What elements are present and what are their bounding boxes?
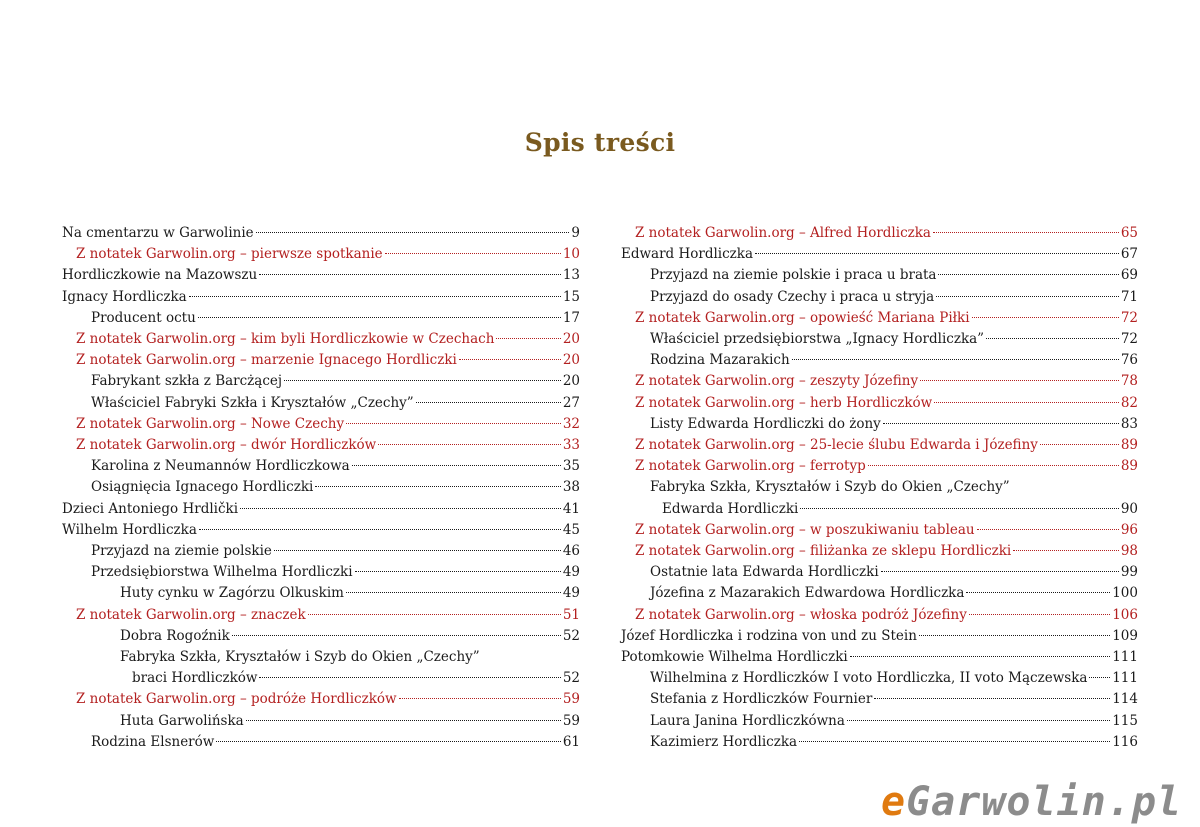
dot-leader bbox=[847, 720, 1110, 721]
toc-entry-title: Rodzina Mazarakich bbox=[650, 352, 790, 369]
dot-leader bbox=[246, 720, 561, 721]
dot-leader bbox=[972, 317, 1119, 318]
toc-entry[interactable] bbox=[621, 732, 1138, 753]
toc-entry[interactable] bbox=[621, 711, 1138, 732]
toc-entry-page: 9 bbox=[571, 225, 580, 241]
toc-entry-title: braci Hordliczków bbox=[132, 670, 258, 687]
toc-entry[interactable] bbox=[621, 308, 1138, 329]
toc-entry-page: 78 bbox=[1120, 373, 1138, 390]
dot-leader bbox=[936, 296, 1119, 297]
toc-entry-page: 49 bbox=[562, 564, 580, 581]
toc-entry-page: 33 bbox=[562, 437, 580, 454]
toc-entry[interactable] bbox=[621, 350, 1138, 371]
toc-entry-page: 89 bbox=[1120, 437, 1138, 454]
toc-entry[interactable] bbox=[621, 520, 1138, 541]
dot-leader bbox=[259, 677, 560, 678]
watermark-text: Garwolin.pl bbox=[906, 779, 1182, 825]
toc-entry[interactable] bbox=[62, 732, 580, 753]
toc-left-column bbox=[62, 223, 580, 753]
toc-entry[interactable] bbox=[62, 626, 580, 647]
toc-entry-title: Z notatek Garwolin.org – pierwsze spotkanie bbox=[76, 246, 383, 263]
toc-entry[interactable] bbox=[62, 605, 580, 626]
toc-entry[interactable] bbox=[621, 668, 1138, 689]
toc-entry[interactable] bbox=[621, 435, 1138, 456]
toc-entry-title: Producent octu bbox=[91, 309, 196, 326]
toc-entry[interactable] bbox=[62, 562, 580, 583]
dot-leader bbox=[966, 592, 1110, 593]
toc-entry-page: 96 bbox=[1120, 521, 1138, 538]
dot-leader bbox=[346, 423, 561, 424]
toc-entry-title: Wilhelmina z Hordliczków I voto Hordliczka, II voto Mączewska bbox=[650, 670, 1088, 687]
toc-entry-title: Przyjazd do osady Czechy i praca u stryja bbox=[650, 288, 935, 305]
toc-entry-title: Przyjazd na ziemie polskie i praca u brata bbox=[650, 267, 937, 284]
toc-entry-title: Właściciel Fabryki Szkła i Kryształów „Czechy” bbox=[91, 394, 414, 411]
toc-entry-title: Z notatek Garwolin.org – filiżanka ze sklepu Hordliczki bbox=[635, 543, 1012, 560]
dot-leader bbox=[934, 402, 1119, 403]
toc-entry-title: Laura Janina Hordliczkówna bbox=[650, 712, 845, 729]
dot-leader bbox=[1040, 444, 1119, 445]
toc-entry-title: Przedsiębiorstwa Wilhelma Hordliczki bbox=[91, 564, 353, 581]
toc-entry-title: Z notatek Garwolin.org – opowieść Mariana Piłki bbox=[635, 309, 970, 326]
toc-entry-page: 49 bbox=[562, 585, 580, 602]
toc-entry-title: Fabrykant szkła z Barcżącej bbox=[91, 373, 283, 390]
dot-leader bbox=[883, 423, 1119, 424]
toc-entry[interactable] bbox=[621, 456, 1138, 477]
dot-leader bbox=[986, 338, 1119, 339]
dot-leader bbox=[792, 359, 1119, 360]
toc-entry-title: Karolina z Neumannów Hordliczkowa bbox=[91, 458, 350, 475]
toc-entry-title: Osiągnięcia Ignacego Hordliczki bbox=[91, 479, 314, 496]
toc-entry-page: 15 bbox=[562, 288, 580, 305]
dot-leader bbox=[933, 232, 1119, 233]
toc-entry-title: Kazimierz Hordliczka bbox=[650, 733, 798, 750]
toc-entry[interactable] bbox=[62, 393, 580, 414]
toc-entry-title: Stefania z Hordliczków Fournier bbox=[650, 691, 873, 708]
toc-entry-page: 106 bbox=[1112, 606, 1138, 623]
toc-entry-page: 82 bbox=[1120, 394, 1138, 411]
toc-entry-page: 111 bbox=[1112, 670, 1138, 687]
dot-leader bbox=[216, 741, 560, 742]
toc-entry-page: 98 bbox=[1120, 543, 1138, 560]
toc-entry-page: 100 bbox=[1112, 585, 1138, 602]
toc-entry[interactable] bbox=[621, 626, 1138, 647]
toc-entry-page: 90 bbox=[1120, 500, 1138, 517]
dot-leader bbox=[416, 402, 561, 403]
toc-entry-page: 89 bbox=[1120, 458, 1138, 475]
dot-leader bbox=[868, 465, 1119, 466]
dot-leader bbox=[346, 592, 561, 593]
toc-entry[interactable] bbox=[62, 308, 580, 329]
toc-entry-page: 67 bbox=[1120, 246, 1138, 263]
dot-leader bbox=[920, 380, 1119, 381]
toc-entry[interactable] bbox=[62, 371, 580, 392]
dot-leader bbox=[938, 274, 1118, 275]
toc-entry-title: Z notatek Garwolin.org – podróże Hordliczków bbox=[76, 691, 397, 708]
toc-entry-page: 46 bbox=[562, 543, 580, 560]
toc-entry[interactable] bbox=[621, 329, 1138, 350]
toc-entry-title: Potomkowie Wilhelma Hordliczki bbox=[621, 649, 848, 666]
toc-entry[interactable] bbox=[62, 350, 580, 371]
dot-leader bbox=[919, 635, 1110, 636]
toc-entry[interactable] bbox=[62, 647, 580, 689]
toc-entry-title: Hordliczkowie na Mazowszu bbox=[62, 267, 258, 284]
dot-leader bbox=[385, 253, 561, 254]
toc-entry-title: Edwarda Hordliczki bbox=[662, 500, 799, 517]
dot-leader bbox=[1089, 677, 1110, 678]
dot-leader bbox=[189, 296, 561, 297]
dot-leader bbox=[1013, 550, 1119, 551]
toc-entry[interactable] bbox=[62, 265, 580, 286]
toc-entry-page: 13 bbox=[562, 267, 580, 284]
toc-entry-title-line1: Fabryka Szkła, Kryształów i Szyb do Okien „Czechy” bbox=[120, 649, 480, 666]
dot-leader bbox=[198, 317, 561, 318]
toc-entry-page: 69 bbox=[1120, 267, 1138, 284]
dot-leader bbox=[969, 614, 1110, 615]
dot-leader bbox=[799, 741, 1110, 742]
toc-entry-page: 45 bbox=[562, 521, 580, 538]
toc-entry[interactable] bbox=[62, 329, 580, 350]
toc-entry[interactable] bbox=[621, 605, 1138, 626]
toc-entry-title: Z notatek Garwolin.org – znaczek bbox=[76, 606, 306, 623]
toc-entry-title: Edward Hordliczka bbox=[621, 246, 754, 263]
toc-entry-title: Dzieci Antoniego Hrdlički bbox=[62, 500, 239, 517]
toc-entry-page: 111 bbox=[1112, 649, 1138, 666]
toc-entry-page: 72 bbox=[1120, 309, 1138, 326]
toc-entry[interactable] bbox=[621, 647, 1138, 668]
dot-leader bbox=[850, 656, 1111, 657]
toc-entry[interactable] bbox=[621, 244, 1138, 265]
dot-leader bbox=[977, 529, 1119, 530]
toc-entry-page: 32 bbox=[562, 415, 580, 432]
toc-entry[interactable] bbox=[621, 583, 1138, 604]
toc-entry[interactable] bbox=[621, 414, 1138, 435]
toc-entry-page: 17 bbox=[562, 309, 580, 326]
toc-entry[interactable] bbox=[62, 499, 580, 520]
toc-entry-page: 114 bbox=[1112, 691, 1138, 708]
toc-entry-page: 99 bbox=[1120, 564, 1138, 581]
toc-entry-title: Ostatnie lata Edwarda Hordliczki bbox=[650, 564, 879, 581]
toc-entry-title: Z notatek Garwolin.org – marzenie Ignacego Hordliczki bbox=[76, 352, 457, 369]
toc-entry-page: 38 bbox=[562, 479, 580, 496]
dot-leader bbox=[755, 253, 1119, 254]
toc-entry-title: Na cmentarzu w Garwolinie bbox=[62, 225, 254, 241]
toc-entry-title: Z notatek Garwolin.org – włoska podróż Józefiny bbox=[635, 606, 967, 623]
dot-leader bbox=[378, 444, 561, 445]
toc-entry-title: Właściciel przedsiębiorstwa „Ignacy Hordliczka” bbox=[650, 331, 985, 348]
toc-entry[interactable] bbox=[621, 689, 1138, 710]
toc-entry[interactable] bbox=[62, 583, 580, 604]
toc-entry[interactable] bbox=[62, 541, 580, 562]
dot-leader bbox=[399, 698, 561, 699]
toc-entry-title: Huta Garwolińska bbox=[120, 712, 244, 729]
toc-entry-title-line1: Fabryka Szkła, Kryształów i Szyb do Okien „Czechy” bbox=[650, 479, 1010, 496]
toc-entry-page: 76 bbox=[1120, 352, 1138, 369]
dot-leader bbox=[496, 338, 560, 339]
dot-leader bbox=[459, 359, 561, 360]
toc-entry-page: 41 bbox=[562, 500, 580, 517]
toc-entry-page: 51 bbox=[562, 606, 580, 623]
toc-entry[interactable] bbox=[621, 223, 1138, 244]
toc-entry[interactable] bbox=[621, 287, 1138, 308]
dot-leader bbox=[308, 614, 561, 615]
dot-leader bbox=[315, 486, 560, 487]
toc-entry[interactable] bbox=[62, 414, 580, 435]
dot-leader bbox=[240, 508, 561, 509]
toc-entry-title: Przyjazd na ziemie polskie bbox=[91, 543, 272, 560]
dot-leader bbox=[274, 550, 561, 551]
toc-entry-title: Józef Hordliczka i rodzina von und zu Stein bbox=[621, 627, 917, 644]
toc-entry-page: 59 bbox=[562, 691, 580, 708]
toc-entry-page: 10 bbox=[562, 246, 580, 263]
toc-entry[interactable] bbox=[62, 287, 580, 308]
toc-entry[interactable] bbox=[621, 393, 1138, 414]
watermark-prefix: e bbox=[881, 779, 907, 825]
toc-entry-page: 116 bbox=[1112, 733, 1138, 750]
toc-entry-page: 20 bbox=[562, 331, 580, 348]
dot-leader bbox=[256, 232, 570, 233]
toc-entry-title: Listy Edwarda Hordliczki do żony bbox=[650, 415, 881, 432]
toc-entry-page: 71 bbox=[1120, 288, 1138, 305]
dot-leader bbox=[199, 529, 561, 530]
toc-entry-title: Rodzina Elsnerów bbox=[91, 733, 215, 750]
toc-entry-title: Z notatek Garwolin.org – dwór Hordliczków bbox=[76, 437, 377, 454]
toc-entry[interactable] bbox=[62, 435, 580, 456]
toc-entry-page: 115 bbox=[1112, 712, 1138, 729]
toc-entry-title: Z notatek Garwolin.org – kim byli Hordliczkowie w Czechach bbox=[76, 331, 495, 348]
toc-entry-page: 20 bbox=[562, 352, 580, 369]
toc-right-column bbox=[621, 223, 1138, 753]
toc-entry[interactable] bbox=[62, 477, 580, 498]
page-title: Spis treści bbox=[524, 128, 676, 157]
toc-entry-title: Z notatek Garwolin.org – 25-lecie ślubu Edwarda i Józefiny bbox=[635, 437, 1038, 454]
toc-entry-title: Z notatek Garwolin.org – zeszyty Józefiny bbox=[635, 373, 919, 390]
toc-entry-page: 83 bbox=[1120, 415, 1138, 432]
toc-entry-title: Z notatek Garwolin.org – Alfred Hordliczka bbox=[635, 225, 931, 241]
toc-entry[interactable] bbox=[62, 456, 580, 477]
toc-entry[interactable] bbox=[621, 541, 1138, 562]
toc-entry-page: 35 bbox=[562, 458, 580, 475]
watermark-logo bbox=[881, 779, 1182, 825]
toc-entry-page: 20 bbox=[562, 373, 580, 390]
toc-entry[interactable] bbox=[62, 223, 580, 244]
toc-entry-page: 27 bbox=[562, 394, 580, 411]
dot-leader bbox=[284, 380, 561, 381]
toc-entry[interactable] bbox=[62, 244, 580, 265]
toc-entry-page: 72 bbox=[1120, 331, 1138, 348]
toc-entry[interactable] bbox=[621, 371, 1138, 392]
toc-entry[interactable] bbox=[62, 689, 580, 710]
toc-entry[interactable] bbox=[62, 520, 580, 541]
toc-entry-page: 65 bbox=[1120, 225, 1138, 241]
toc-entry-page: 59 bbox=[562, 712, 580, 729]
toc-entry-page: 52 bbox=[562, 670, 580, 687]
toc-entry[interactable] bbox=[621, 477, 1138, 519]
dot-leader bbox=[800, 508, 1118, 509]
toc-entry-page: 52 bbox=[562, 627, 580, 644]
toc-entry-title: Z notatek Garwolin.org – ferrotyp bbox=[635, 458, 866, 475]
toc-entry[interactable] bbox=[62, 711, 580, 732]
toc-entry[interactable] bbox=[621, 265, 1138, 286]
toc-entry-page: 61 bbox=[562, 733, 580, 750]
toc-entry-title: Wilhelm Hordliczka bbox=[62, 521, 197, 538]
dot-leader bbox=[874, 698, 1110, 699]
toc-entry-title: Z notatek Garwolin.org – w poszukiwaniu tableau bbox=[635, 521, 975, 538]
toc-entry-page: 109 bbox=[1112, 627, 1138, 644]
dot-leader bbox=[259, 274, 561, 275]
toc-entry-title: Józefina z Mazarakich Edwardowa Hordliczka bbox=[650, 585, 965, 602]
toc-entry[interactable] bbox=[621, 562, 1138, 583]
toc-entry-title: Z notatek Garwolin.org – herb Hordliczków bbox=[635, 394, 933, 411]
dot-leader bbox=[352, 465, 561, 466]
toc-entry-title: Dobra Rogoźnik bbox=[120, 627, 230, 644]
toc-entry-title: Ignacy Hordliczka bbox=[62, 288, 187, 305]
dot-leader bbox=[355, 571, 561, 572]
toc-entry-title: Z notatek Garwolin.org – Nowe Czechy bbox=[76, 415, 345, 432]
dot-leader bbox=[881, 571, 1119, 572]
dot-leader bbox=[232, 635, 561, 636]
toc-entry-title: Huty cynku w Zagórzu Olkuskim bbox=[120, 585, 344, 602]
